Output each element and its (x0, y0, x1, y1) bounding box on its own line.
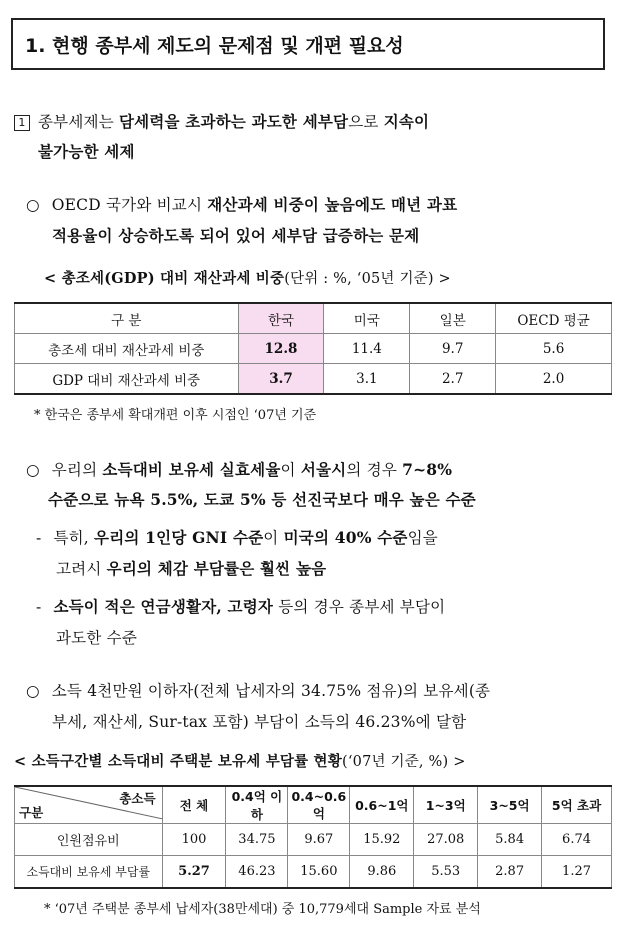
table-header-row: 총소득 구분 전 체 0.4억 이하 0.4~0.6억 0.6~1억 1~3억 3~5억 5억 초과 (15, 786, 612, 824)
bullet-1-cont: 적용율이 상승하도록 되어 있어 세부담 급증하는 문제 (52, 226, 420, 245)
bullet-3-cont: 부세, 재산세, Sur-tax 포함) 부담이 소득의 46.23%에 달함 (52, 713, 467, 731)
dash-1-cont: 고려시 우리의 체감 부담률은 훨씬 높음 (56, 559, 327, 578)
table-row: 총조세 대비 재산과세 비중 12.8 11.4 9.7 5.6 (15, 334, 612, 364)
table-2-footnote: * ‘07년 주택분 종부세 납세자(38만세대) 중 10,779세대 Sample 자료 분석 (44, 902, 481, 917)
dash-2: - 소득이 적은 연금생활자, 고령자 등의 경우 종부세 부담이 (36, 597, 446, 616)
table-row: GDP 대비 재산과세 비중 3.7 3.1 2.7 2.0 (15, 364, 612, 395)
section-marker: 1 (14, 115, 30, 131)
property-tax-share-table (14, 302, 612, 395)
table-row: 소득대비 보유세 부담률 5.27 46.23 15.60 9.86 5.53 2.87 1.27 (15, 856, 612, 889)
table-1-footnote: * 한국은 종부세 확대개편 이후 시점인 ‘07년 기준 (34, 408, 317, 423)
table-1-caption: < 총조세(GDP) 대비 재산과세 비중(단위 : %, ‘05년 기준) > (44, 270, 451, 287)
table-row: 인원점유비 100 34.75 9.67 15.92 27.08 5.84 6.74 (15, 824, 612, 856)
burden-by-income-table (14, 785, 612, 889)
dash-2-cont: 과도한 수준 (56, 629, 137, 647)
table-header-row: 구 분 한국 미국 일본 OECD 평균 (15, 303, 612, 334)
table-2-caption: < 소득구간별 소득대비 주택분 보유세 부담률 현황(‘07년 기준, %) > (14, 753, 466, 770)
dash-bullet-icon: - (36, 598, 42, 616)
circle-bullet-icon: ○ (26, 461, 40, 479)
bullet-2: ○ 우리의 소득대비 보유세 실효세율이 서울시의 경우 7~8% (26, 460, 453, 479)
corner-header: 총소득 구분 (15, 786, 163, 824)
dash-bullet-icon: - (36, 529, 42, 547)
dash-1: - 특히, 우리의 1인당 GNI 수준이 미국의 40% 수준임을 (36, 528, 438, 547)
bullet-1: ○ OECD 국가와 비교시 재산과세 비중이 높음에도 매년 과표 (26, 195, 458, 214)
section-heading-cont: 불가능한 세제 (38, 142, 135, 161)
circle-bullet-icon: ○ (26, 682, 40, 700)
bullet-3: ○ 소득 4천만원 이하자(전체 납세자의 34.75% 점유)의 보유세(종 (26, 682, 491, 700)
bullet-2-cont: 수준으로 뉴욕 5.5%, 도쿄 5% 등 선진국보다 매우 높은 수준 (48, 490, 476, 509)
page-title: 1. 현행 종부세 제도의 문제점 및 개편 필요성 (11, 18, 605, 70)
circle-bullet-icon: ○ (26, 196, 40, 214)
section-heading: 1 종부세제는 담세력을 초과하는 과도한 세부담으로 지속이 (14, 110, 429, 132)
